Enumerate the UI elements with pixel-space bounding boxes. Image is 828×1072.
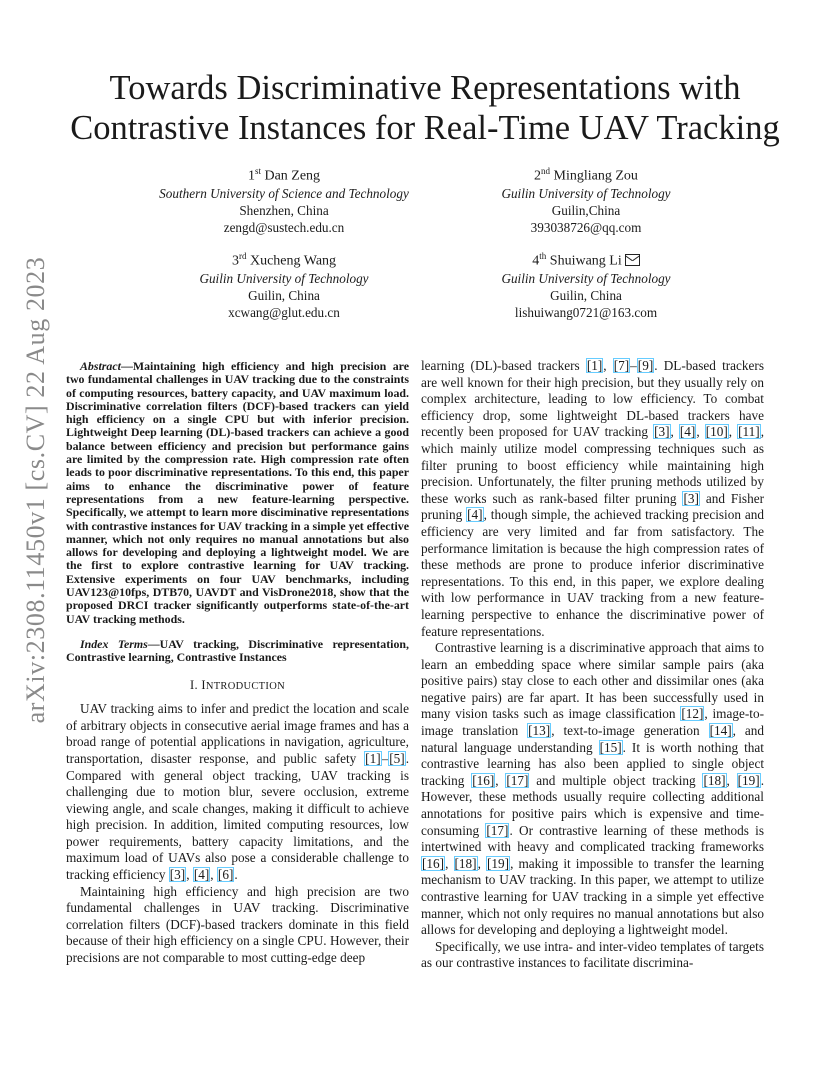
citation-link[interactable]: [5] bbox=[389, 750, 405, 766]
citation-link[interactable]: [1] bbox=[586, 358, 603, 373]
citation-link[interactable]: [19] bbox=[487, 855, 510, 871]
citation-link[interactable]: [4] bbox=[193, 867, 210, 883]
title-line-1: Towards Discriminative Representations with bbox=[109, 69, 741, 107]
paragraph: Maintaining high efficiency and high precision are two fundamental challenges in UAV tracking. Discriminative correlation filters (DCF)-based trackers dominate in this field because of their high efficiency on a single CPU. However, their precisions are not comparable to most cutting-edge deep bbox=[66, 883, 409, 966]
author-email[interactable]: lishuiwang0721@163.com bbox=[514, 304, 658, 320]
author-location: Guilin, China bbox=[248, 287, 320, 303]
citation-link[interactable]: [12] bbox=[681, 706, 704, 722]
index-terms-label: Index Terms bbox=[80, 636, 148, 651]
citation-link[interactable]: [16] bbox=[422, 855, 445, 871]
citation-link[interactable]: [15] bbox=[599, 739, 622, 755]
paragraph: UAV tracking aims to infer and predict the location and scale of arbitrary objects in consecutive aerial image frames and has a broad range of potential applications in navigation, agriculture, transportation, disaster response, and public safety [1]–[5]. Compared with general object tracking, UAV tracking is challenging due to motion blur, severe occlusion, extreme viewing angle, and scale changes, making it difficult to achieve high precision. In addition, limited computing resources, low power requirements, battery capacity limitations, and the maximum load of UAVs also pose a considerable challenge to tracking efficiency [3], [4], [6]. bbox=[66, 701, 409, 883]
author-email[interactable]: zengd@sustech.edu.cn bbox=[223, 219, 345, 235]
arxiv-identifier: arXiv:2308.11450v1 [cs.CV] 22 Aug 2023 bbox=[21, 256, 50, 724]
citation-link[interactable]: [7] bbox=[613, 358, 630, 373]
author-block-4 bbox=[406, 248, 766, 321]
section-heading: I. INTRODUCTION bbox=[190, 677, 285, 692]
left-column bbox=[66, 360, 409, 967]
citation-link[interactable]: [9] bbox=[637, 358, 654, 373]
citation-link[interactable]: [3] bbox=[683, 490, 699, 506]
citation-link[interactable]: [18] bbox=[703, 772, 726, 788]
abstract-label: Abstract bbox=[80, 359, 121, 373]
paragraph: Contrastive learning is a discriminative approach that aims to learn an embedding space where similar sample pairs (aka positive pairs) stay close to each other and dissimilar ones (aka negative pairs) are far apart. It has been successfully used in many vision tasks such as image classification [12], image-to-image translation [13], text-to-image generation [14], and natural language understanding [15]. It is worth nothing that contrastive learning has also been applied to single object tracking [16], [17] and multiple object tracking [18], [19]. However, these methods usually require collecting additional annotations for positive pairs which is expensive and time-consuming [17]. Or contrastive learning of these methods is intertwined with heavy and complicated tracking frameworks [16], [18], [19], making it impossible to transfer the learning mechanism to UAV tracking. In this paper, we attempt to utilize contrastive learning for UAV tracking in a simple yet effective manner, which not only requires no manual annotations but also allows for developing and deploying a lightweight model. bbox=[421, 640, 764, 938]
author-affiliation: Guilin University of Technology bbox=[199, 270, 369, 286]
citation-link[interactable]: [19] bbox=[737, 772, 760, 788]
citation-link[interactable]: [17] bbox=[486, 822, 509, 838]
author-location: Shenzhen, China bbox=[239, 202, 329, 218]
citation-link[interactable]: [14] bbox=[709, 723, 732, 739]
abstract bbox=[66, 360, 409, 626]
citation-link[interactable]: [13] bbox=[528, 723, 551, 739]
author-name: 3rd Xucheng Wang bbox=[231, 251, 337, 269]
citation-link[interactable]: [4] bbox=[467, 507, 483, 523]
author-email[interactable]: xcwang@glut.edu.cn bbox=[228, 304, 340, 320]
paragraph: Specifically, we use intra- and inter-video templates of targets as our contrastive instances to facilitate discrimina- bbox=[421, 938, 764, 971]
author-name: 1st Dan Zeng bbox=[247, 166, 321, 184]
mail-icon bbox=[625, 254, 640, 266]
author-email[interactable]: 393038726@qq.com bbox=[530, 219, 642, 235]
citation-link[interactable]: [17] bbox=[506, 772, 529, 788]
author-location: Guilin, China bbox=[550, 287, 622, 303]
citation-link[interactable]: [3] bbox=[654, 424, 670, 440]
paper-title bbox=[60, 68, 790, 148]
paragraph: learning (DL)-based trackers [1], [7]–[9]. DL-based trackers are well known for their high precision, but they usually rely on complex architecture, leading to low efficiency. To combat efficiency drop, some lightweight DL-based trackers have recently been proposed for UAV tracking [3], [4], [10], [11], which mainly utilize model compressing techniques such as filter pruning to boost efficiency while maintaining high precision. Unfortunately, the filter pruning methods utilized by these works such as rank-based filter pruning [3] and Fisher pruning [4], though simple, the achieved tracking precision and efficiency are very limited and far from satisfactory. The performance limitation is because the high compression rates of these methods are prone to produce inferior discriminative representations. To this end, in this paper, we explore dealing with low performance in UAV tracking from a new feature-learning perspective to enhance the discriminative power of feature representations. bbox=[421, 358, 765, 639]
author-affiliation: Guilin University of Technology bbox=[501, 270, 671, 286]
author-name: 4th Shuiwang Li bbox=[406, 248, 766, 270]
citation-link[interactable]: [1] bbox=[365, 750, 381, 766]
citation-link[interactable]: [6] bbox=[217, 867, 234, 883]
author-location: Guilin,China bbox=[551, 202, 621, 218]
index-terms-body: —UAV tracking, Discriminative representation, Contrastive learning, Contrastive Instances bbox=[66, 636, 409, 665]
author-affiliation: Guilin University of Technology bbox=[501, 185, 671, 201]
author-name: 2nd Mingliang Zou bbox=[534, 166, 638, 184]
index-terms bbox=[66, 638, 409, 665]
right-column bbox=[421, 358, 764, 972]
citation-link[interactable]: [4] bbox=[679, 424, 696, 440]
citation-link[interactable]: [16] bbox=[472, 772, 495, 788]
title-line-2: Contrastive Instances for Real-Time UAV Tracking bbox=[70, 109, 780, 147]
abstract-body: —Maintaining high efficiency and high precision are two fundamental challenges in UAV tracking due to the constraints of computing resources, battery capacity, and UAV maximum load. Discriminative correlation filters (DCF)-based trackers can yield high efficiency on a single CPU but with inferior precision. Lightweight Deep learning (DL)-based trackers can achieve a good balance between efficiency and precision but performance gains are limited by the compression rate. High compression rate often leads to poor discriminative representations. To this end, this paper aims to enhance the discriminative power of feature representations from a new feature-learning perspective. Specifically, we attempt to learn more disciminative representations with contrastive instances for UAV tracking in a simple yet effective manner, which not only requires no manual annotations but also allows for developing and deploying a lightweight model. We are the first to explore contrastive learning for UAV tracking. Extensive experiments on four UAV benchmarks, including UAV123@10fps, DTB70, UAVDT and VisDrone2018, show that the proposed DRCI tracker significantly outperforms state-of-the-art UAV tracking methods. bbox=[66, 359, 409, 626]
author-block-2 bbox=[406, 163, 766, 236]
citation-link[interactable]: [3] bbox=[169, 867, 186, 883]
citation-link[interactable]: [11] bbox=[738, 424, 760, 440]
arxiv-side-stamp bbox=[14, 256, 58, 724]
citation-link[interactable]: [10] bbox=[705, 424, 728, 440]
citation-link[interactable]: [18] bbox=[454, 855, 477, 871]
author-affiliation: Southern University of Science and Technology bbox=[159, 185, 409, 201]
